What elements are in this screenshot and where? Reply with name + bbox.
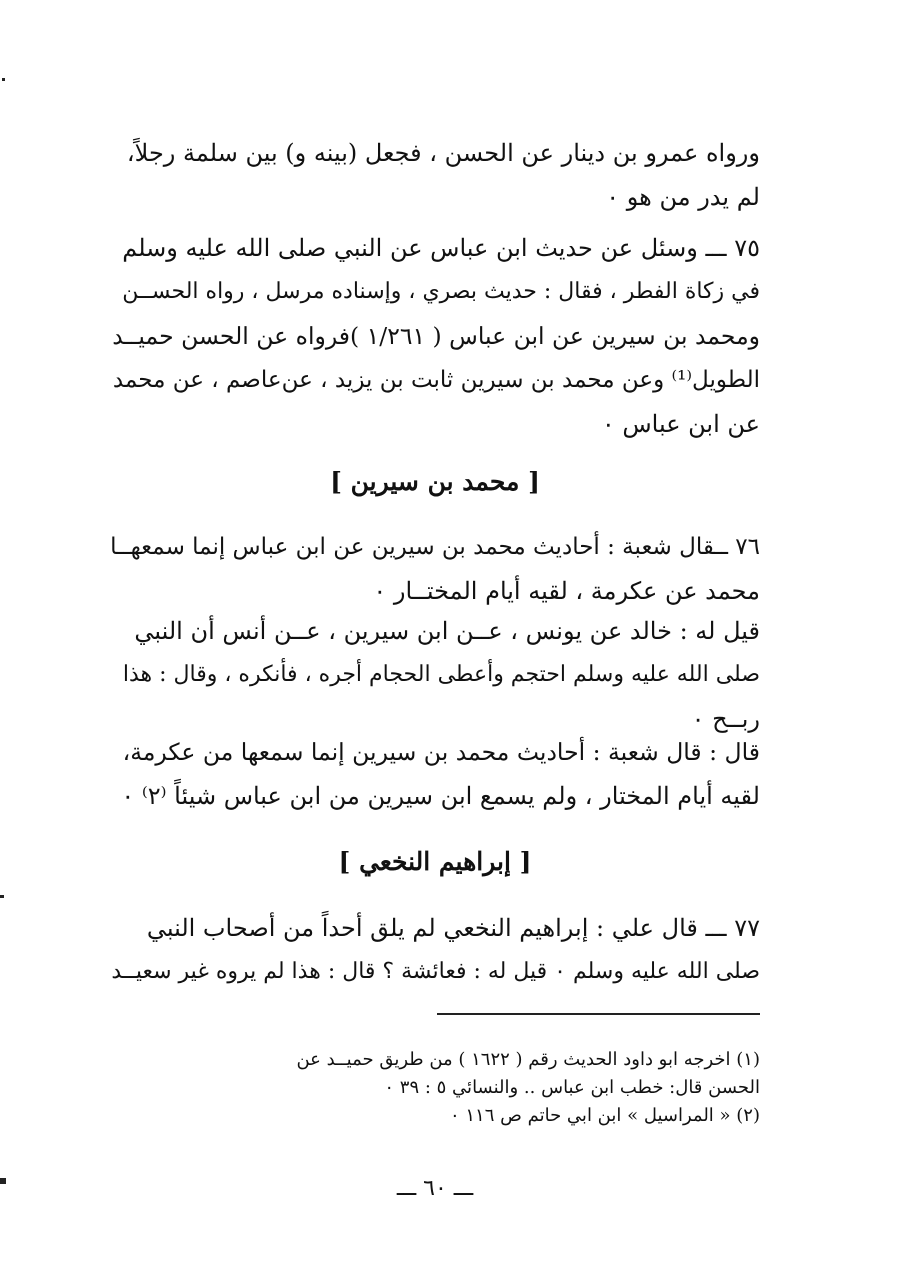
text-line: صلى الله عليه وسلم ٠ قيل له : فعائشة ؟ قال : هذا لم يروه غير سعيــد	[111, 959, 760, 984]
page-number: ـــ ٦٠ ـــ	[396, 1176, 474, 1201]
footnote-line: الحسن قال: خطب ابن عباس .. والنسائي ٥ : ٣٩ ٠	[384, 1077, 760, 1098]
text-line: صلى الله عليه وسلم احتجم وأعطى الحجام أجره ، فأنكره ، وقال : هذا	[122, 662, 760, 687]
text-line: ٧٧ ـــ قال علي : إبراهيم النخعي لم يلق أحداً من أصحاب النبي	[146, 914, 760, 942]
text-line: قيل له : خالد عن يونس ، عــن ابن سيرين ، عــن أنس أن النبي	[134, 617, 760, 645]
scan-mark	[2, 78, 5, 81]
text-line: ربــح ٠	[691, 705, 760, 733]
footnotes	[110, 1046, 760, 1130]
text-line: في زكاة الفطر ، فقال : حديث بصري ، وإسناده مرسل ، رواه الحســن	[122, 279, 760, 304]
item-76	[110, 525, 760, 613]
body-text-top	[110, 131, 760, 219]
footnote-separator	[437, 1013, 760, 1015]
scan-mark	[0, 895, 4, 898]
text-line: ٧٥ ـــ وسئل عن حديث ابن عباس عن النبي صلى الله عليه وسلم	[122, 234, 760, 262]
item-76-question	[110, 609, 760, 741]
item-77	[110, 906, 760, 994]
text-line: عن ابن عباس ٠	[601, 410, 760, 438]
footnote-line: (٢) « المراسيل » ابن ابي حاتم ص ١١٦ ٠	[449, 1105, 760, 1126]
item-76-answer	[110, 730, 760, 818]
text-line: محمد عن عكرمة ، لقيه أيام المختــار ٠	[373, 577, 760, 605]
scan-mark	[0, 1178, 6, 1184]
text-line: قال : قال شعبة : أحاديث محمد بن سيرين إنما سمعها من عكرمة،	[122, 738, 760, 766]
footnote-line: (١) اخرجه ابو داود الحديث رقم ( ١٦٢٢ ) من طريق حميــد عن	[296, 1049, 760, 1070]
text-line: الطويل⁽¹⁾ وعن محمد بن سيرين ثابت بن يزيد ، عن‌عاصم ، عن محمد	[112, 367, 760, 393]
section-heading-nakhai: [ إبراهيم النخعي ]	[338, 847, 532, 876]
text-line: ومحمد بن سيرين عن ابن عباس ( ١/٢٦١ )فرواه عن الحسن حميــد	[112, 322, 760, 350]
text-line: ورواه عمرو بن دينار عن الحسن ، فجعل (بينه و) بين سلمة رجلاً،	[126, 139, 760, 167]
text-line: ٧٦ ــقال شعبة : أحاديث محمد بن سيرين عن ابن عباس إنما سمعهــا	[110, 534, 760, 560]
item-75	[110, 226, 760, 446]
text-line: لم يدر من هو ٠	[606, 183, 760, 211]
section-heading-ibn-sirin: [ محمد بن سيرين ]	[330, 467, 540, 496]
text-line: لقيه أيام المختار ، ولم يسمع ابن سيرين من ابن عباس شيئاً ⁽٢⁾ ٠	[121, 782, 760, 810]
